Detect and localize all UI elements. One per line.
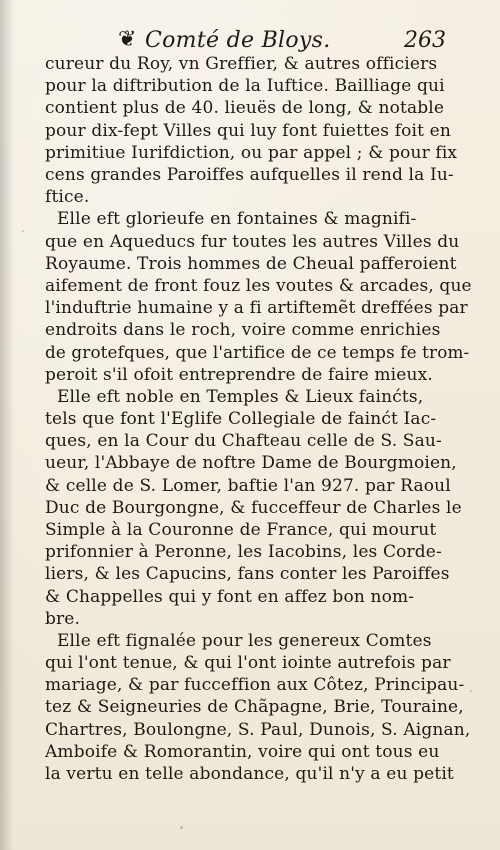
text-line: que en Aqueducs fur toutes les autres Villes du <box>45 231 460 252</box>
text-line: cens grandes Paroiffes aufquelles il rend la Iu- <box>45 164 454 185</box>
text-line: Chartres, Boulongne, S. Paul, Dunois, S. Aignan, <box>45 719 471 740</box>
text-line: tez & Seigneuries de Chãpagne, Brie, Touraine, <box>45 697 464 718</box>
text-line: bre. <box>45 608 81 629</box>
text-line: primitiue Iurifdiction, ou par appel ; & pour fix <box>45 142 458 163</box>
text-line: & Chappelles qui y font en affez bon nom- <box>45 586 415 607</box>
text-line: cureur du Roy, vn Greffier, & autres officiers <box>45 54 438 74</box>
text-line: Amboife & Romorantin, voire qui ont tous eu <box>45 741 440 762</box>
text-line: tels que font l'Eglife Collegiale de fainćt Iac- <box>45 409 437 429</box>
running-title: Comté de Bloys. <box>145 28 331 53</box>
gutter-shadow <box>0 0 14 850</box>
text-line: Duc de Bourgongne, & fucceffeur de Charles le <box>45 497 462 518</box>
text-line: ques, en la Cour du Chafteau celle de S. Sau- <box>45 431 442 452</box>
text-line: prifonnier à Peronne, les Iacobins, les Corde- <box>45 542 442 563</box>
text-line: ftice. <box>45 187 90 208</box>
text-line: mariage, & par fucceffion aux Côtez, Principau- <box>45 675 465 696</box>
paper-speck <box>180 826 183 829</box>
page-number: 263 <box>404 28 446 53</box>
text-line: Elle eft noble en Temples & Lieux fainćts, <box>57 386 424 407</box>
text-line: Elle eft glorieufe en fontaines & magnifi- <box>57 209 417 230</box>
text-line: la vertu en telle abondance, qu'il n'y a eu petit <box>45 764 454 784</box>
page-header <box>0 26 500 56</box>
text-line: de grotefques, que l'artifice de ce temps fe trom- <box>45 342 470 363</box>
text-line: contient plus de 40. lieuës de long, & notable <box>45 98 445 119</box>
text-line: ueur, l'Abbaye de noftre Dame de Bourgmoien, <box>45 453 457 474</box>
text-line: peroit s'il ofoit entreprendre de faire mieux. <box>45 364 433 385</box>
text-line: pour dix-fept Villes qui luy font fuiettes foit en <box>45 120 451 141</box>
text-line: & celle de S. Lomer, baftie l'an 927. par Raoul <box>45 475 451 496</box>
text-line: pour la diftribution de la Iuftice. Bailliage qui <box>45 76 445 97</box>
text-line: Simple à la Couronne de France, qui mourut <box>45 519 437 540</box>
text-line: l'induftrie humaine y a fi artiftemẽt dreffées par <box>45 298 468 319</box>
paper-speck <box>22 230 24 232</box>
text-line: liers, & les Capucins, fans conter les Paroiffes <box>45 564 450 585</box>
text-line: endroits dans le roch, voire comme enrichies <box>45 320 441 341</box>
text-line: qui l'ont tenue, & qui l'ont iointe autrefois par <box>45 653 451 674</box>
body-text <box>45 53 475 785</box>
text-line: Elle eft fignalée pour les genereux Comtes <box>57 630 432 651</box>
ornament-icon: ❦ <box>118 27 137 52</box>
text-line: Royaume. Trois hommes de Cheual pafferoient <box>45 253 457 274</box>
text-line: aifement de front fouz les voutes & arcades, que <box>45 275 472 296</box>
paper-speck <box>470 690 472 692</box>
